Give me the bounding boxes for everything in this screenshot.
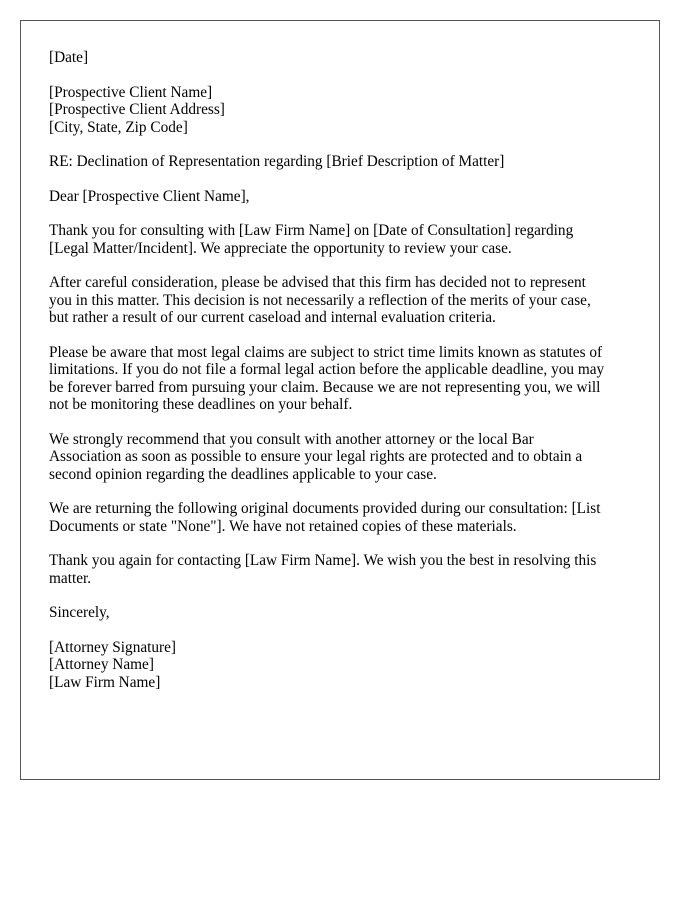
body-paragraph-declination xyxy=(49,274,631,327)
body-paragraph-thanks xyxy=(49,552,631,587)
body-line: We strongly recommend that you consult with another attorney or the local Bar xyxy=(49,430,534,448)
recipient-city-state-zip: [City, State, Zip Code] xyxy=(49,118,188,136)
recipient-name: [Prospective Client Name] xyxy=(49,83,213,101)
body-line: matter. xyxy=(49,569,92,587)
recipient-address-block xyxy=(49,84,631,137)
body-paragraph-recommendation xyxy=(49,431,631,484)
body-line: Thank you again for contacting [Law Firm Name]. We wish you the best in resolving this xyxy=(49,552,597,569)
attorney-signature: [Attorney Signature] xyxy=(49,638,177,656)
salutation: Dear [Prospective Client Name], xyxy=(49,187,250,205)
body-paragraph-statute-of-limitations xyxy=(49,344,631,414)
recipient-address: [Prospective Client Address] xyxy=(49,101,225,118)
subject-line: RE: Declination of Representation regarding [Brief Description of Matter] xyxy=(49,153,505,170)
body-line: you in this matter. This decision is not necessarily a reflection of the merits of your case, xyxy=(49,291,591,309)
letter-page xyxy=(20,20,660,780)
body-paragraph-consultation xyxy=(49,222,631,257)
body-line: Documents or state "None"]. We have not retained copies of these materials. xyxy=(49,517,517,535)
body-paragraph-documents xyxy=(49,500,631,535)
body-line: but rather a result of our current caseload and internal evaluation criteria. xyxy=(49,309,496,326)
law-firm-name: [Law Firm Name] xyxy=(49,673,161,691)
body-line: After careful consideration, please be advised that this firm has decided not to represent xyxy=(49,274,586,291)
body-line: limitations. If you do not file a formal legal action before the applicable deadline, you may xyxy=(49,361,605,378)
body-line: We are returning the following original documents provided during our consultation: [List xyxy=(49,500,601,517)
body-line: be forever barred from pursuing your claim. Because we are not representing you, we will xyxy=(49,378,601,396)
body-line: Association as soon as possible to ensure your legal rights are protected and to obtain a xyxy=(49,448,583,465)
body-line: Please be aware that most legal claims are subject to strict time limits known as statutes of xyxy=(49,343,603,361)
body-line: [Legal Matter/Incident]. We appreciate the opportunity to review your case. xyxy=(49,239,512,257)
body-line: Thank you for consulting with [Law Firm Name] on [Date of Consultation] regarding xyxy=(49,222,574,239)
letter-date: [Date] xyxy=(49,49,89,66)
body-line: second opinion regarding the deadlines applicable to your case. xyxy=(49,465,437,483)
body-line: not be monitoring these deadlines on your behalf. xyxy=(49,396,353,413)
attorney-name: [Attorney Name] xyxy=(49,656,154,673)
signature-block xyxy=(49,639,631,692)
closing: Sincerely, xyxy=(49,604,110,621)
